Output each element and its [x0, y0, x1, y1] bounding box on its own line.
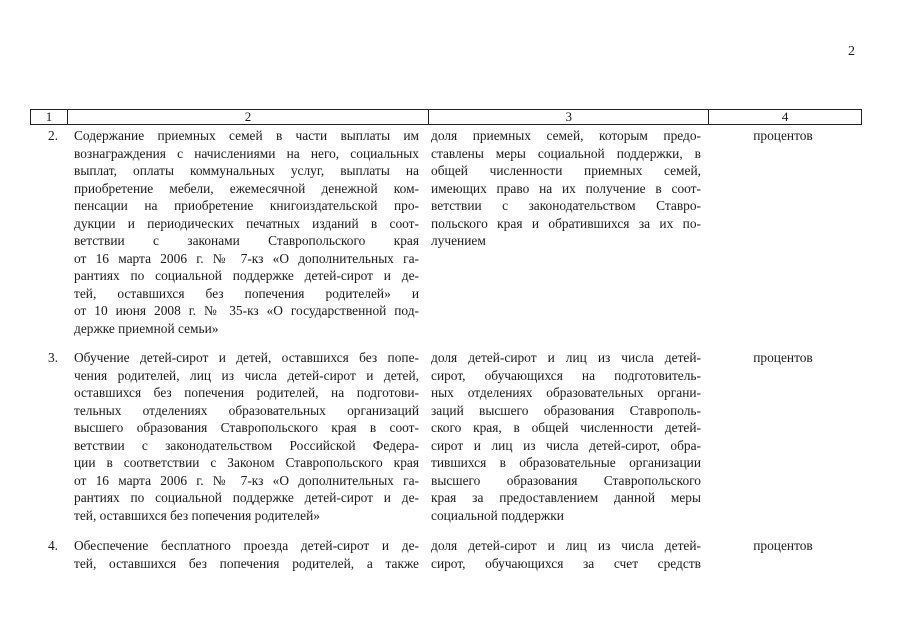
row-number: 3. — [47, 350, 58, 365]
text-line: тившихся в образовательные организации — [431, 455, 701, 470]
text-line: Обеспечение бесплатного проезда детей-сирот и де- — [74, 538, 419, 553]
text-line: рантиях по социальной поддержке детей-сирот и де- — [74, 490, 419, 505]
text-line: сирот, обучающихся на подготовитель- — [431, 367, 701, 383]
text-line: ции в соответствии с Законом Ставропольского края — [74, 455, 419, 470]
text-line: сирот, обучающихся за счет средств — [431, 555, 701, 571]
column-header-3: 3 — [429, 110, 709, 124]
text-line: высшего образования Ставропольского — [431, 472, 701, 488]
column-header-1: 1 — [31, 110, 68, 124]
text-line: Содержание приемных семей в части выплаты им — [74, 128, 419, 143]
text-line: тей, оставшихся без попечения родителей» и — [74, 285, 419, 301]
text-line: выплат, оплаты коммунальных услуг, выплаты на — [74, 163, 419, 178]
table-header-row — [30, 109, 862, 125]
column-header-4: 4 — [781, 109, 789, 124]
text-line: края за предоставлением данной меры — [431, 490, 701, 505]
text-line: оставшихся без попечения родителей, на подготови- — [74, 385, 419, 400]
text-line: тей, оставшихся без попечения родителей, а также — [74, 555, 419, 571]
text-line: доля детей-сирот и лиц из числа детей- — [431, 350, 701, 365]
row-unit: процентов — [753, 538, 813, 553]
text-line: лучением — [431, 233, 486, 248]
text-line: дукции и периодических печатных изданий в соот- — [74, 215, 419, 231]
text-line: ставлены меры социальной поддержки, в — [431, 145, 701, 161]
row-description — [74, 349, 419, 524]
row-description — [74, 127, 419, 337]
text-line: от 10 июня 2008 г. № 35-кз «О государственной под- — [74, 303, 419, 318]
text-line: ветствии с законами Ставропольского края — [74, 233, 419, 248]
text-line: доля детей-сирот и лиц из числа детей- — [431, 538, 701, 553]
text-line: держке приемной семьи» — [74, 320, 219, 336]
row-unit: процентов — [753, 350, 813, 365]
text-line: ского края, в общей численности детей- — [431, 420, 701, 435]
column-header-2: 2 — [68, 110, 429, 124]
text-line: Обучение детей-сирот и детей, оставшихся без попе- — [74, 350, 419, 365]
text-line: сирот и лиц из числа детей-сирот, обра- — [431, 437, 701, 453]
row-indicator — [431, 349, 701, 524]
text-line: общей численности приемных семей, — [431, 163, 701, 178]
row-description — [74, 537, 419, 572]
text-line: польского края и обратившихся за их по- — [431, 215, 701, 231]
text-line: рантиях по социальной поддержке детей-сирот и де- — [74, 268, 419, 283]
text-line: высшего образования Ставропольского края в соот- — [74, 420, 419, 435]
row-number: 2. — [47, 128, 58, 143]
text-line: заций высшего образования Ставрополь- — [431, 402, 701, 418]
text-line: доля приемных семей, которым предо- — [431, 128, 701, 143]
text-line: от 16 марта 2006 г. № 7-кз «О дополнительных га- — [74, 472, 419, 488]
row-number: 4. — [47, 538, 58, 553]
row-unit: процентов — [753, 128, 813, 143]
row-indicator — [431, 127, 701, 250]
text-line: ветствии с законодательством Российской Федера- — [74, 437, 419, 453]
page-number: 2 — [848, 44, 855, 59]
row-indicator — [431, 537, 701, 572]
text-line: ветствии с законодательством Ставро- — [431, 198, 701, 213]
text-line: от 16 марта 2006 г. № 7-кз «О дополнительных га- — [74, 250, 419, 266]
text-line: тельных отделениях образовательных организаций — [74, 402, 419, 418]
text-line: имеющих право на их получение в соот- — [431, 180, 701, 196]
text-line: ных отделениях образовательных органи- — [431, 385, 701, 400]
text-line: тей, оставшихся без попечения родителей» — [74, 507, 320, 523]
text-line: пенсации на приобретение книгоиздательской про- — [74, 198, 419, 213]
text-line: чения родителей, лиц из числа детей-сирот и детей, — [74, 367, 419, 383]
text-line: вознаграждения с начислениями на него, социальных — [74, 145, 419, 161]
text-line: приобретение мебели, ежемесячной денежной ком- — [74, 180, 419, 196]
text-line: социальной поддержки — [431, 507, 564, 523]
